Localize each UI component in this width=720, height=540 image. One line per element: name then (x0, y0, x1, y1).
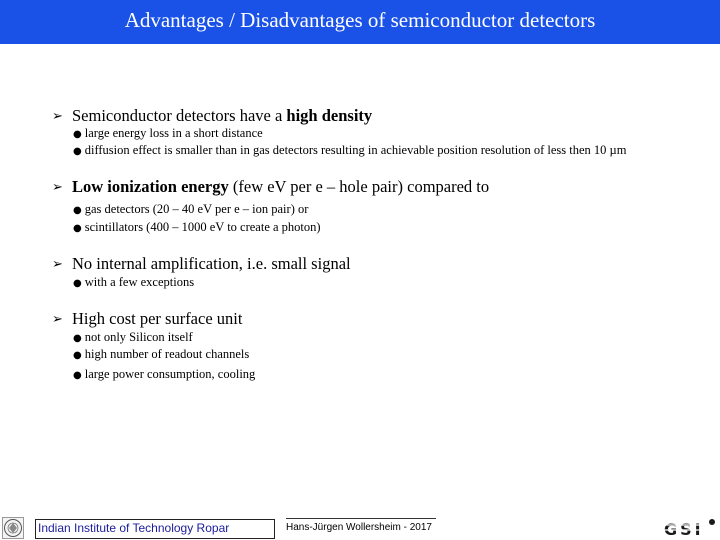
sub-bullet (73, 347, 249, 362)
sub-bullet-text: high number of readout channels (84, 347, 250, 361)
sub-bullet-text: not only Silicon itself (84, 330, 193, 344)
dot-icon: ● (73, 333, 82, 344)
bullet-no-amplification (52, 254, 351, 274)
gsi-logo-icon (662, 517, 717, 539)
arrowhead-icon: ➢ (52, 312, 63, 327)
bullet-text: Semiconductor detectors have a (72, 106, 287, 125)
arrowhead-icon: ➢ (52, 257, 63, 272)
svg-text:GSI: GSI (664, 520, 704, 539)
institute-name: Indian Institute of Technology Ropar (38, 521, 230, 535)
sub-bullet-text: gas detectors (20 – 40 eV per e – ion pair) or (84, 202, 309, 216)
sub-bullet-text: scintillators (400 – 1000 eV to create a photon) (84, 220, 321, 234)
bullet-low-ionization (52, 177, 489, 197)
title-bar (0, 0, 720, 44)
sub-bullet (73, 143, 626, 158)
slide-title: Advantages / Disadvantages of semiconductor detectors (124, 8, 596, 32)
bullet-text: (few eV per e – hole pair) compared to (228, 177, 490, 196)
sub-bullet (73, 275, 194, 290)
bullet-text: High cost per surface unit (72, 309, 243, 328)
sub-bullet (73, 126, 263, 141)
arrowhead-icon: ➢ (52, 109, 63, 124)
sub-bullet (73, 367, 255, 382)
sub-bullet-text: with a few exceptions (84, 275, 195, 289)
sub-bullet-text: large energy loss in a short distance (84, 126, 263, 140)
bullet-emphasis: high density (286, 106, 373, 125)
bullet-high-density (52, 106, 372, 126)
sub-bullet (73, 330, 193, 345)
sub-bullet-text: diffusion effect is smaller than in gas detectors resulting in achievable position resolution of less then 10 µm (84, 143, 627, 157)
footer-divider (286, 518, 436, 519)
arrowhead-icon: ➢ (52, 180, 63, 195)
dot-icon: ● (73, 223, 82, 234)
dot-icon: ● (73, 129, 82, 140)
dot-icon: ● (73, 278, 82, 289)
dot-icon: ● (73, 146, 82, 157)
sub-bullet-text: large power consumption, cooling (84, 367, 256, 381)
dot-icon: ● (73, 205, 82, 216)
dot-icon: ● (73, 350, 82, 361)
sub-bullet (73, 202, 308, 217)
author-credit: Hans-Jürgen Wollersheim - 2017 (286, 522, 432, 533)
institute-seal-icon (2, 517, 24, 539)
institute-footer (35, 519, 275, 539)
bullet-emphasis: Low ionization energy (72, 177, 229, 196)
sub-bullet (73, 220, 321, 235)
bullet-text: No internal amplification, i.e. small signal (72, 254, 351, 273)
bullet-high-cost (52, 309, 242, 329)
dot-icon: ● (73, 370, 82, 381)
